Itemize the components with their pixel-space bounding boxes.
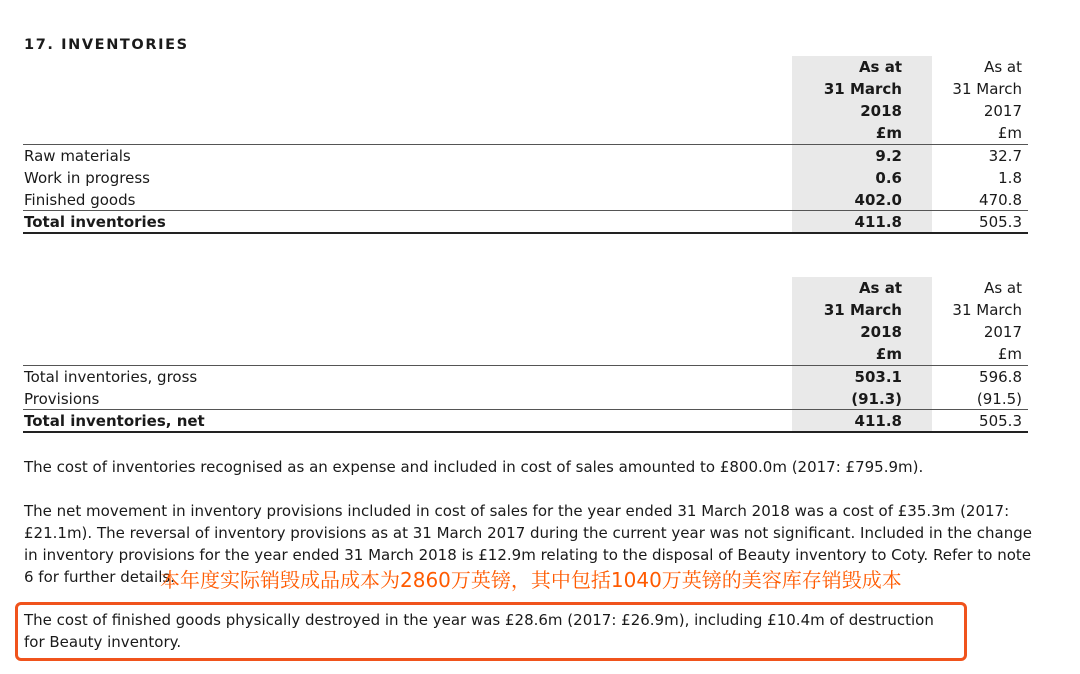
total-underline xyxy=(23,232,1028,234)
value-2017: (91.5) xyxy=(976,390,1022,408)
table-row xyxy=(23,167,1028,189)
total-underline xyxy=(23,431,1028,433)
value-2017: 505.3 xyxy=(979,213,1022,231)
column-header-2017: 2017 xyxy=(983,323,1022,341)
row-label: Work in progress xyxy=(24,169,150,187)
row-label: Raw materials xyxy=(24,147,131,165)
column-header-2017: As at xyxy=(984,58,1022,76)
value-2018: (91.3) xyxy=(851,390,902,408)
destroyed-goods-paragraph: The cost of finished goods physically destroyed in the year was £28.6m (2017: £26.9m), including £10.4m of destruction for Beauty inventory. xyxy=(24,611,934,651)
column-header-2018: £m xyxy=(875,345,902,363)
value-2018: 0.6 xyxy=(875,169,902,187)
value-2017: 470.8 xyxy=(979,191,1022,209)
column-header-2017: £m xyxy=(997,345,1022,363)
column-header-2017: 31 March xyxy=(952,301,1022,319)
value-2018: 402.0 xyxy=(854,191,902,209)
total-row xyxy=(23,211,1028,233)
row-label: Provisions xyxy=(24,390,100,408)
provisions-movement-paragraph: The net movement in inventory provisions included in cost of sales for the year ended 31 March 2018 was a cost of £35.3m (2017: £21.1m). The reversal of inventory provisions as at 31 March 2017 during the current year was not significant. Included in the change in inventory provisions for the year ended 31 March 2018 is £12.9m relating to the disposal of Beauty inventory to Coty. Refer to note 6 for further details. xyxy=(24,502,1032,586)
column-header-2018: 31 March xyxy=(823,301,902,319)
row-label: Total inventories xyxy=(24,213,166,231)
note-heading: 17. INVENTORIES xyxy=(24,37,189,53)
column-header-2018: As at xyxy=(858,58,902,76)
column-header-2017: £m xyxy=(997,124,1022,142)
column-header-2018: 2018 xyxy=(860,323,902,341)
provisions-table xyxy=(23,277,1028,432)
table-row xyxy=(23,366,1028,388)
table-row xyxy=(23,145,1028,167)
value-2017: 32.7 xyxy=(988,147,1022,165)
cost-of-sales-paragraph: The cost of inventories recognised as an expense and included in cost of sales amounted to £800.0m (2017: £795.9m). xyxy=(24,458,924,476)
column-header-2017: As at xyxy=(984,279,1022,297)
value-2018: 503.1 xyxy=(854,368,902,386)
column-header-2018: £m xyxy=(875,124,902,142)
total-row xyxy=(23,410,1028,432)
column-header-2018: 2018 xyxy=(860,102,902,120)
column-header-2018: 31 March xyxy=(823,80,902,98)
column-header-2018: As at xyxy=(858,279,902,297)
chinese-annotation: 本年度实际销毁成品成本为2860万英镑，其中包括1040万英镑的美容库存销毁成本 xyxy=(160,568,902,592)
value-2017: 596.8 xyxy=(979,368,1022,386)
inventories-table xyxy=(23,56,1028,234)
row-label: Finished goods xyxy=(24,191,136,209)
value-2018: 411.8 xyxy=(854,412,902,430)
row-label: Total inventories, gross xyxy=(24,368,198,386)
table-row xyxy=(23,189,1028,211)
value-2018: 411.8 xyxy=(854,213,902,231)
column-header-2017: 2017 xyxy=(983,102,1022,120)
row-label: Total inventories, net xyxy=(24,412,205,430)
value-2017: 505.3 xyxy=(979,412,1022,430)
table-row xyxy=(23,388,1028,410)
column-header-2017: 31 March xyxy=(952,80,1022,98)
value-2017: 1.8 xyxy=(998,169,1022,187)
value-2018: 9.2 xyxy=(875,147,902,165)
